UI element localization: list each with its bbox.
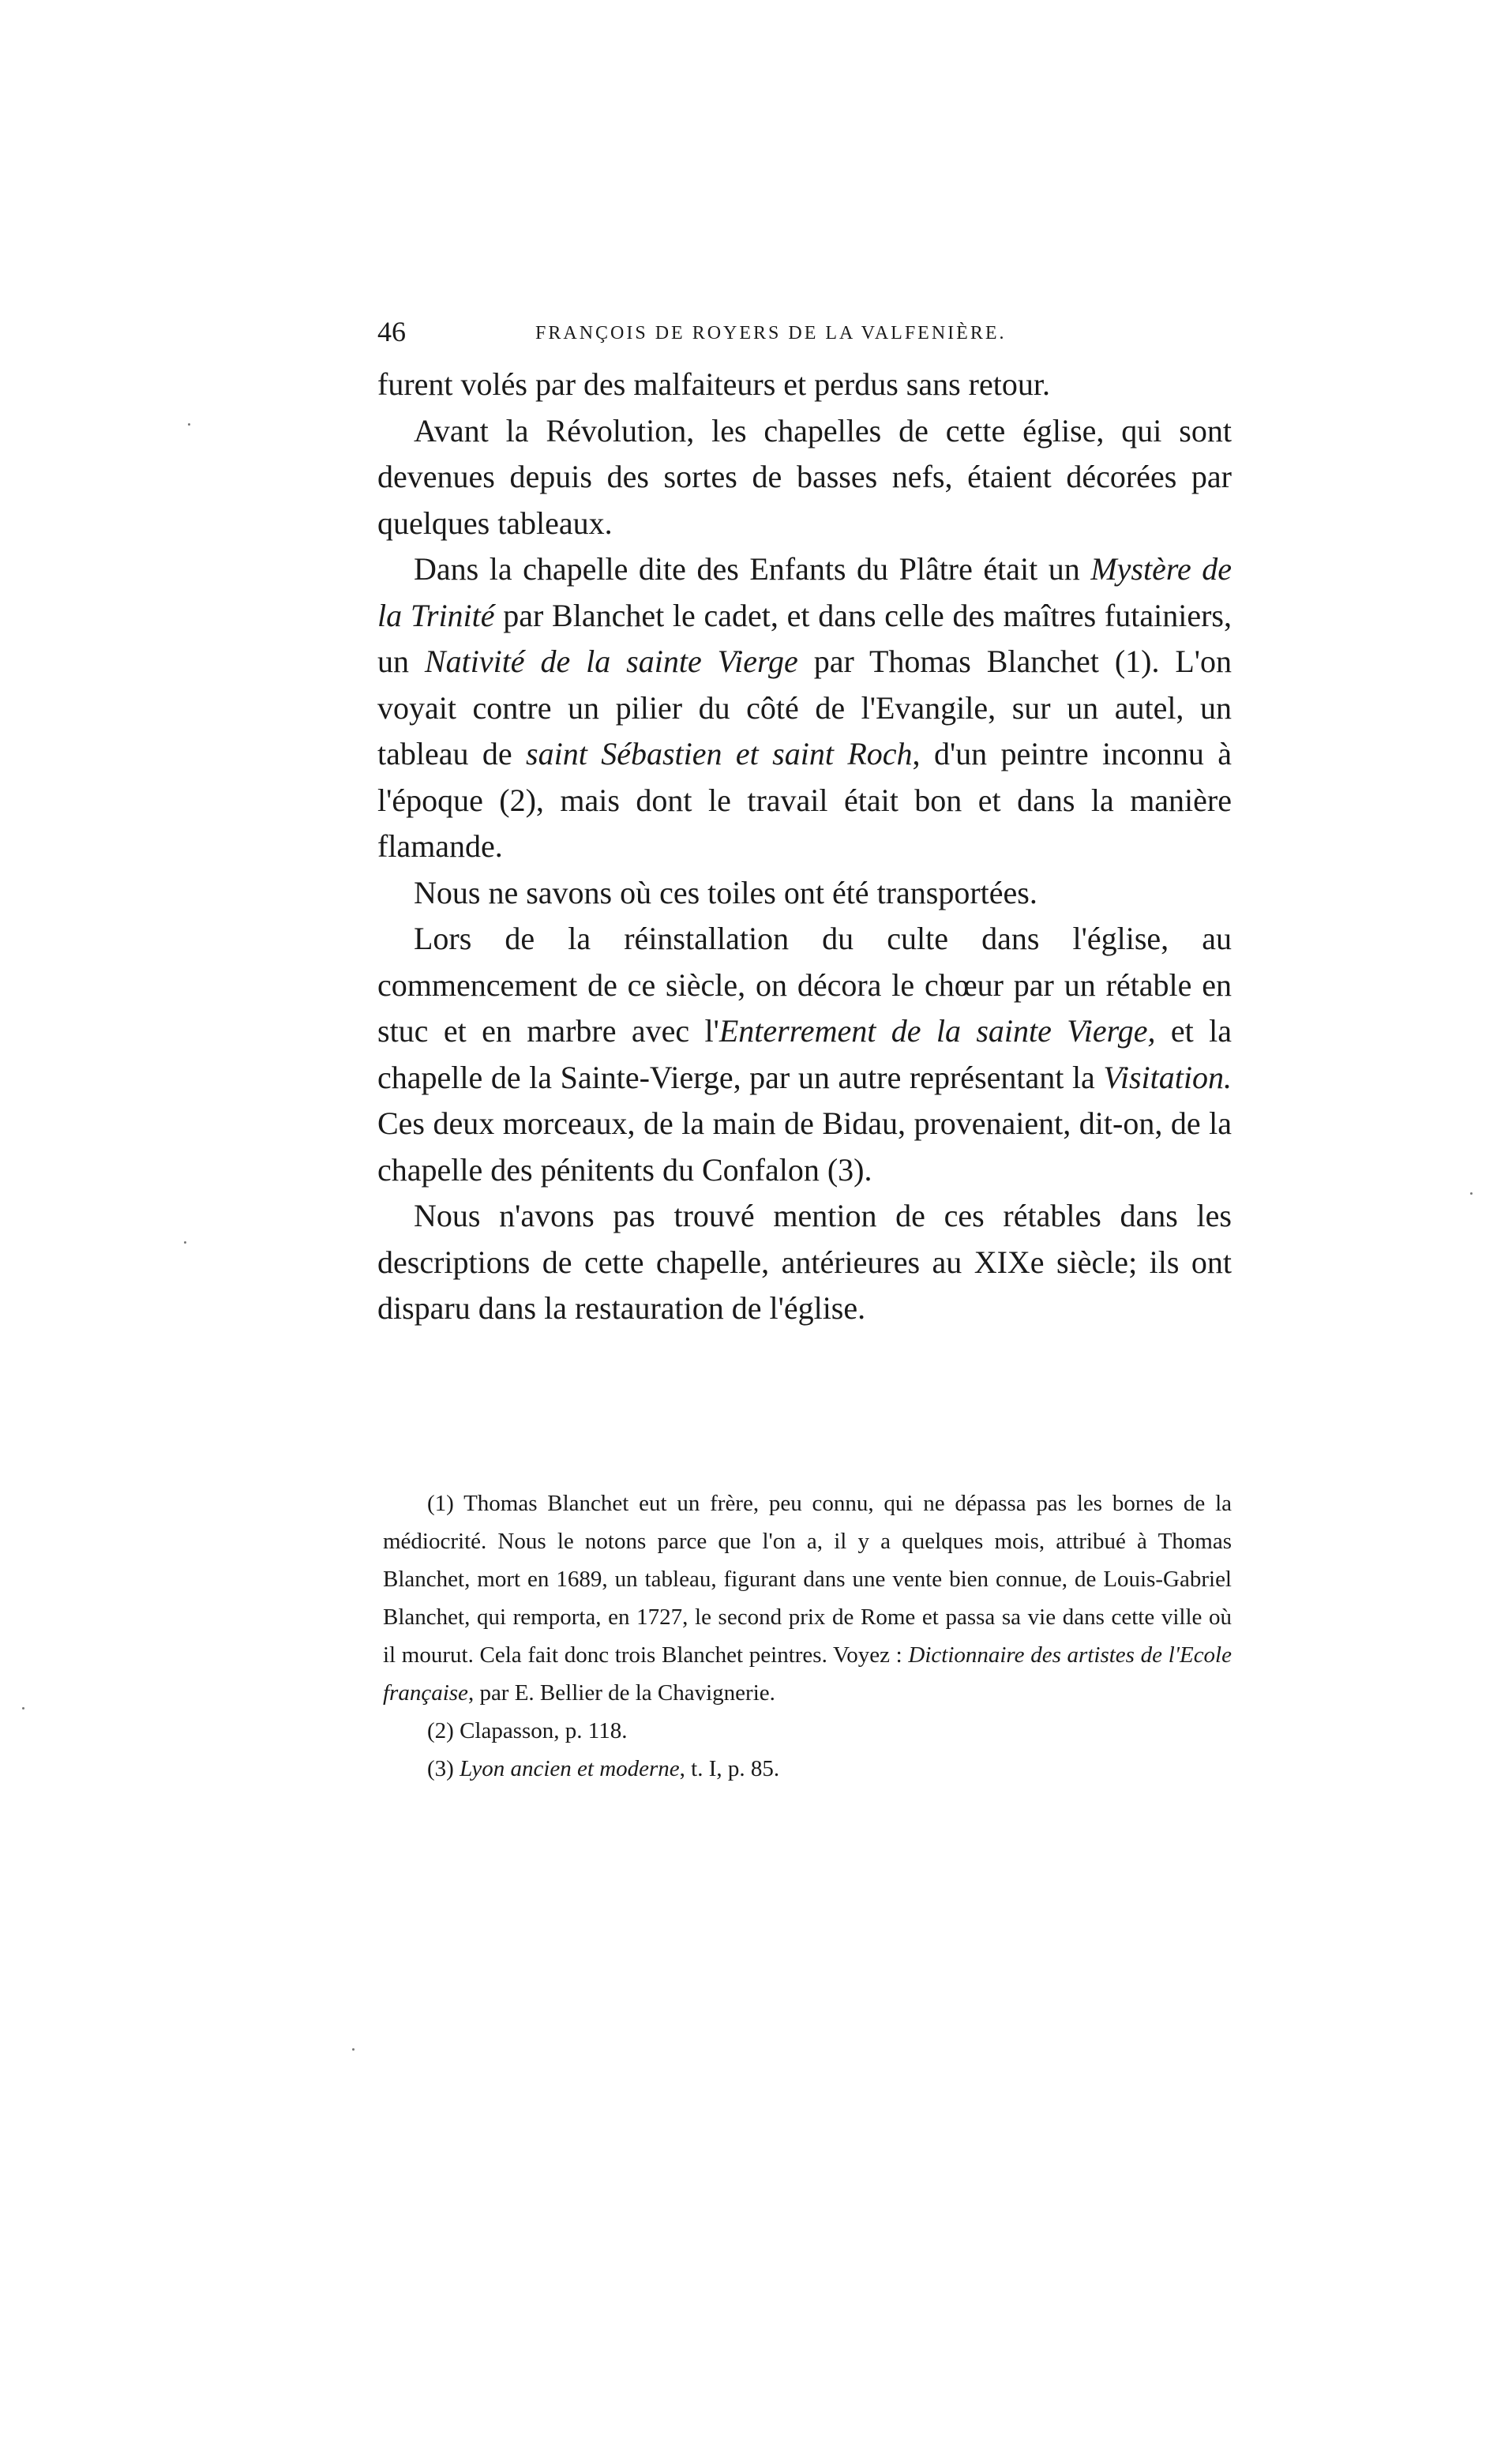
fn1-italic-dictionnaire: Dictionnaire des artistes de l'Ecole française (383, 1642, 1232, 1706)
p5-text-c: et la chapelle de la Sainte-Vierge, par un autre représentant la (377, 1013, 1232, 1095)
p5-italic-visitation: Visitation. (1103, 1059, 1232, 1095)
page-number: 46 (377, 316, 406, 347)
p3-text-a: Dans la chapelle dite des Enfants du Plâtre était un (414, 551, 1091, 587)
paragraph-6: Nous n'avons pas trouvé mention de ces rétables dans les descriptions de cette chapelle, antérieures au XIXe siècle; ils ont disparu dans la restauration de l'église. (377, 1198, 1232, 1326)
p5-text-e: Ces deux morceaux, de la main de Bidau, provenaient, dit-on, de la chapelle des pénitents du Confalon (3). (377, 1105, 1232, 1188)
fn1-text-c: , par E. Bellier de la Chavignerie. (467, 1680, 775, 1706)
fn3-italic-lyon: Lyon ancien et moderne (460, 1756, 680, 1781)
p5-italic-enterrement: Enterrement de la sainte Vierge, (718, 1013, 1156, 1049)
paragraph-5 (377, 916, 1232, 1193)
fn3-text-a: (3) (427, 1756, 460, 1781)
paragraph-3 (377, 546, 1232, 870)
p3-text-e: par Thomas Blanchet (1). L'on voyait contre un pilier du côté de l'Evangile, sur un autel, un tableau de (377, 644, 1232, 771)
footnote-2: (2) Clapasson, p. 118. (427, 1718, 628, 1743)
footnote-1 (383, 1484, 1232, 1712)
paragraph-4: Nous ne savons où ces toiles ont été transportées. (414, 874, 1037, 910)
running-head (377, 314, 1232, 349)
fn1-text-a: (1) Thomas Blanchet eut un frère, peu connu, qui ne dépassa pas les bornes de la médiocrité. Nous le notons parce que l'on a, il y a quelques mois, attribué à Thomas Blanchet, mort en 1689, un tableau, figurant dans une vente bien connue, de Louis-Gabriel Blanchet, qui remporta, en 1727, le second prix de Rome et passa sa vie dans cette ville où il mourut. Cela fait donc trois Blanchet peintres. Voyez : (383, 1491, 1232, 1668)
p3-text-c: par Blanchet le cadet, et dans celle des maîtres futainiers, un (377, 597, 1232, 679)
footnotes (383, 1484, 1232, 1788)
running-title: FRANÇOIS DE ROYERS DE LA VALFENIÈRE. (535, 323, 1007, 343)
fn3-text-c: , t. I, p. 85. (679, 1756, 780, 1781)
p3-italic-trinite: Mystère de la Trinité (377, 551, 1232, 633)
scan-speck (352, 2048, 355, 2051)
scan-speck (184, 1241, 186, 1244)
paragraph-1: furent volés par des malfaiteurs et perdus sans retour. (377, 366, 1050, 402)
footnote-3 (383, 1750, 1232, 1788)
scan-speck (22, 1707, 24, 1710)
paragraph-2: Avant la Révolution, les chapelles de cette église, qui sont devenues depuis des sortes de basses nefs, étaient décorées par quelques tableaux. (377, 412, 1232, 541)
p5-text-a: Lors de la réinstallation du culte dans l'église, au commencement de ce siècle, on décora le chœur par un rétable en stuc et en marbre avec l' (377, 921, 1232, 1049)
main-text (377, 362, 1232, 1332)
p3-text-g: , d'un peintre inconnu à l'époque (2), mais dont le travail était bon et dans la manière flamande. (377, 736, 1232, 864)
p3-italic-nativite: Nativité de la sainte Vierge (424, 644, 798, 679)
p3-italic-sebastien: saint Sébastien et saint Roch (526, 736, 913, 771)
scan-speck (188, 423, 190, 426)
scan-speck (1470, 1192, 1473, 1195)
